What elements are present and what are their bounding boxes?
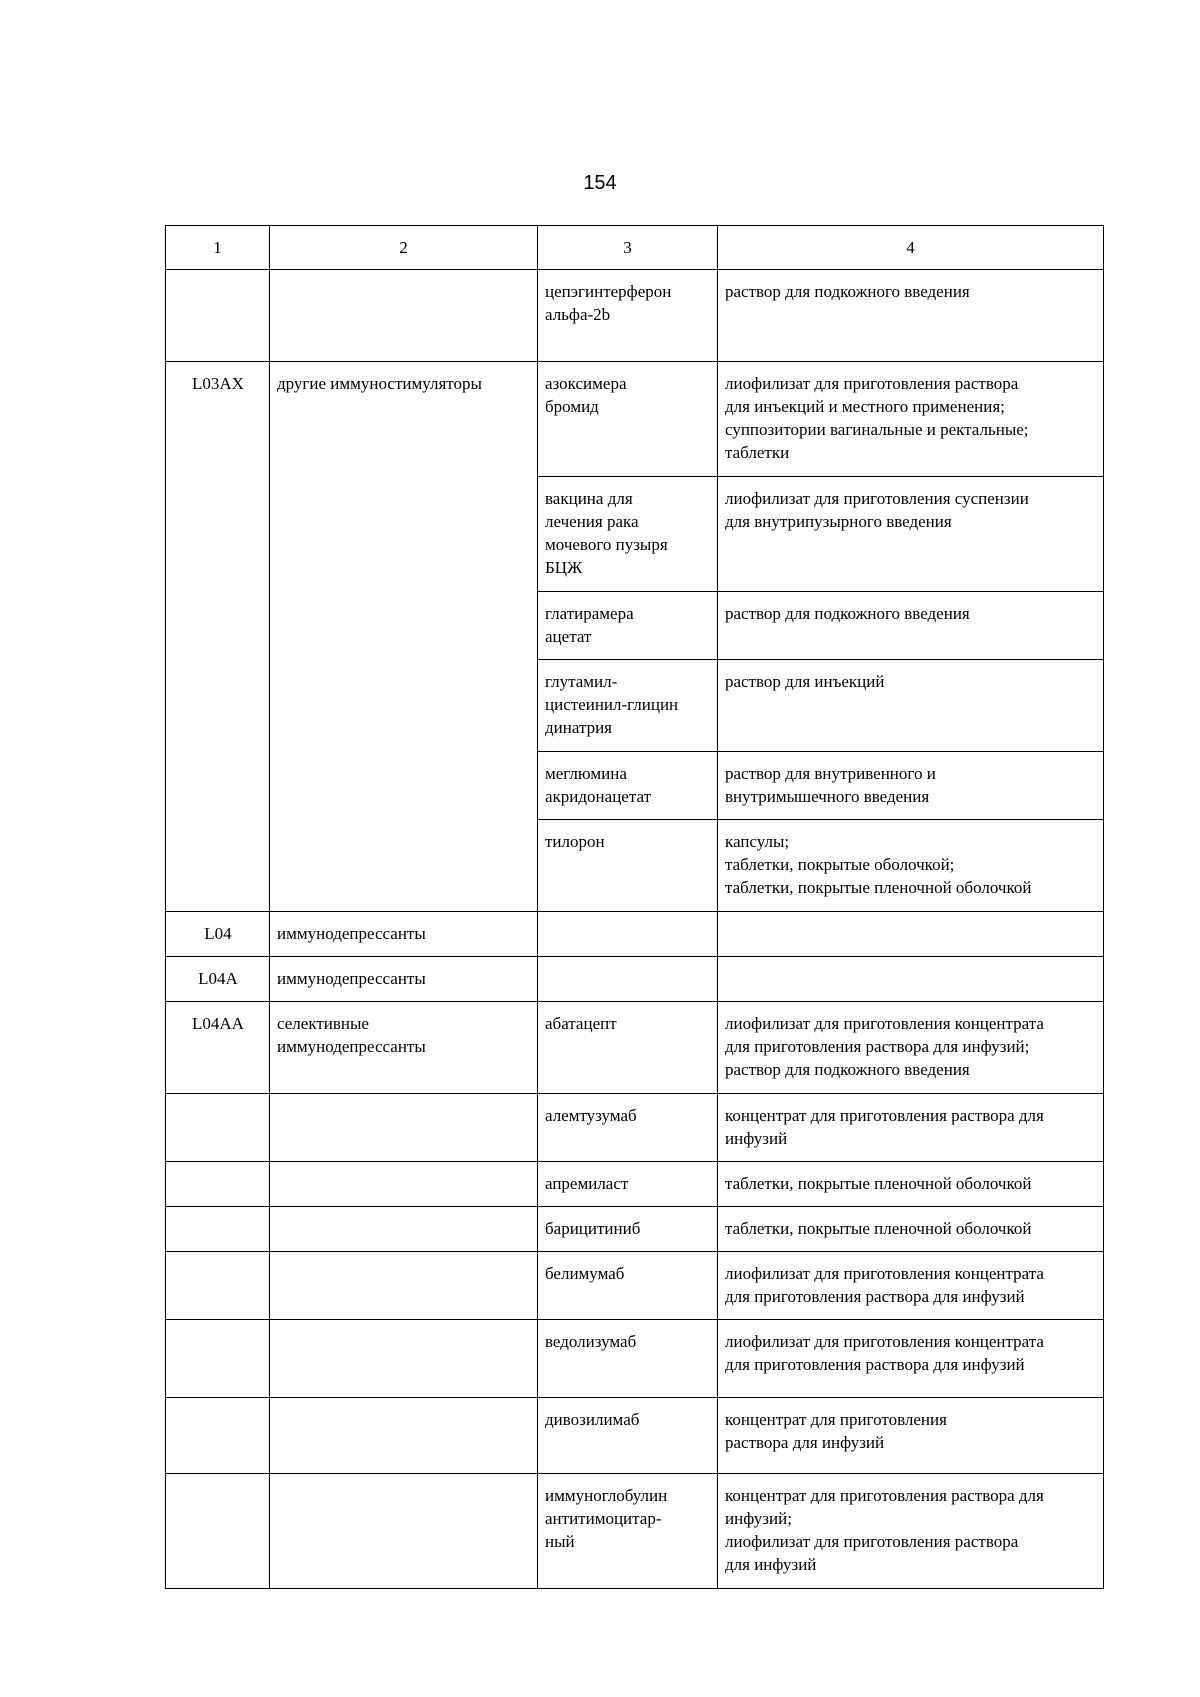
group-name-cell [270, 1252, 538, 1320]
atc-code-cell [166, 1398, 270, 1474]
drug-name-cell: тилорон [538, 820, 718, 912]
dosage-form-cell: капсулы; таблетки, покрытые оболочкой; таблетки, покрытые пленочной оболочкой [718, 820, 1104, 912]
drug-name-cell: меглюмина акридонацетат [538, 752, 718, 820]
dosage-form-cell: раствор для подкожного введения [718, 270, 1104, 362]
atc-code-cell [166, 1162, 270, 1207]
dosage-form-cell: раствор для инъекций [718, 660, 1104, 752]
table-row [166, 912, 1104, 957]
group-name-cell: другие иммуностимуляторы [270, 362, 538, 912]
group-name-cell [270, 1320, 538, 1398]
dosage-form-cell: таблетки, покрытые пленочной оболочкой [718, 1162, 1104, 1207]
drug-name-cell: белимумаб [538, 1252, 718, 1320]
table-header-row [166, 226, 1104, 270]
group-name-cell [270, 270, 538, 362]
table-row [166, 1162, 1104, 1207]
group-name-cell [270, 1162, 538, 1207]
atc-code-cell [166, 1320, 270, 1398]
atc-code-cell [166, 1094, 270, 1162]
drug-name-cell [538, 957, 718, 1002]
atc-code-cell: L04AA [166, 1002, 270, 1094]
table-row [166, 1252, 1104, 1320]
drug-name-cell: ведолизумаб [538, 1320, 718, 1398]
table-row [166, 957, 1104, 1002]
drug-name-cell: апремиласт [538, 1162, 718, 1207]
header-cell-4: 4 [718, 226, 1104, 270]
page-number: 154 [583, 172, 617, 194]
drug-name-cell [538, 912, 718, 957]
drug-name-cell: барицитиниб [538, 1207, 718, 1252]
dosage-form-cell: лиофилизат для приготовления раствора для инъекций и местного применения; суппозитории вагинальные и ректальные; таблетки [718, 362, 1104, 477]
drug-name-cell: вакцина для лечения рака мочевого пузыря БЦЖ [538, 477, 718, 592]
atc-code-cell: L03AX [166, 362, 270, 912]
drug-name-cell: алемтузумаб [538, 1094, 718, 1162]
atc-code-cell: L04A [166, 957, 270, 1002]
group-name-cell: иммунодепрессанты [270, 957, 538, 1002]
atc-code-cell [166, 270, 270, 362]
atc-code-cell [166, 1207, 270, 1252]
drug-table [165, 225, 1104, 1589]
table-row [166, 362, 1104, 477]
header-cell-2: 2 [270, 226, 538, 270]
header-cell-3: 3 [538, 226, 718, 270]
drug-name-cell: глутамил- цистеинил-глицин динатрия [538, 660, 718, 752]
dosage-form-cell: раствор для подкожного введения [718, 592, 1104, 660]
dosage-form-cell: таблетки, покрытые пленочной оболочкой [718, 1207, 1104, 1252]
drug-name-cell: абатацепт [538, 1002, 718, 1094]
dosage-form-cell: концентрат для приготовления раствора для инфузий; лиофилизат для приготовления раствора для инфузий [718, 1474, 1104, 1589]
group-name-cell [270, 1474, 538, 1589]
group-name-cell: селективные иммунодепрессанты [270, 1002, 538, 1094]
atc-code-cell [166, 1474, 270, 1589]
drug-name-cell: цепэгинтерферон альфа-2b [538, 270, 718, 362]
dosage-form-cell [718, 912, 1104, 957]
dosage-form-cell [718, 957, 1104, 1002]
dosage-form-cell: раствор для внутривенного и внутримышечного введения [718, 752, 1104, 820]
dosage-form-cell: лиофилизат для приготовления концентрата для приготовления раствора для инфузий; раствор для подкожного введения [718, 1002, 1104, 1094]
table-row [166, 270, 1104, 362]
table-row [166, 1398, 1104, 1474]
dosage-form-cell: концентрат для приготовления раствора для инфузий [718, 1398, 1104, 1474]
group-name-cell [270, 1094, 538, 1162]
table-row [166, 1320, 1104, 1398]
group-name-cell [270, 1398, 538, 1474]
group-name-cell: иммунодепрессанты [270, 912, 538, 957]
group-name-cell [270, 1207, 538, 1252]
dosage-form-cell: концентрат для приготовления раствора для инфузий [718, 1094, 1104, 1162]
atc-code-cell: L04 [166, 912, 270, 957]
dosage-form-cell: лиофилизат для приготовления концентрата для приготовления раствора для инфузий [718, 1252, 1104, 1320]
drug-name-cell: глатирамера ацетат [538, 592, 718, 660]
table-row [166, 1002, 1104, 1094]
drug-name-cell: азоксимера бромид [538, 362, 718, 477]
atc-code-cell [166, 1252, 270, 1320]
table-row [166, 1207, 1104, 1252]
drug-name-cell: иммуноглобулин антитимоцитар- ный [538, 1474, 718, 1589]
header-cell-1: 1 [166, 226, 270, 270]
table-row [166, 1094, 1104, 1162]
drug-name-cell: дивозилимаб [538, 1398, 718, 1474]
table-row [166, 1474, 1104, 1589]
dosage-form-cell: лиофилизат для приготовления суспензии для внутрипузырного введения [718, 477, 1104, 592]
dosage-form-cell: лиофилизат для приготовления концентрата для приготовления раствора для инфузий [718, 1320, 1104, 1398]
